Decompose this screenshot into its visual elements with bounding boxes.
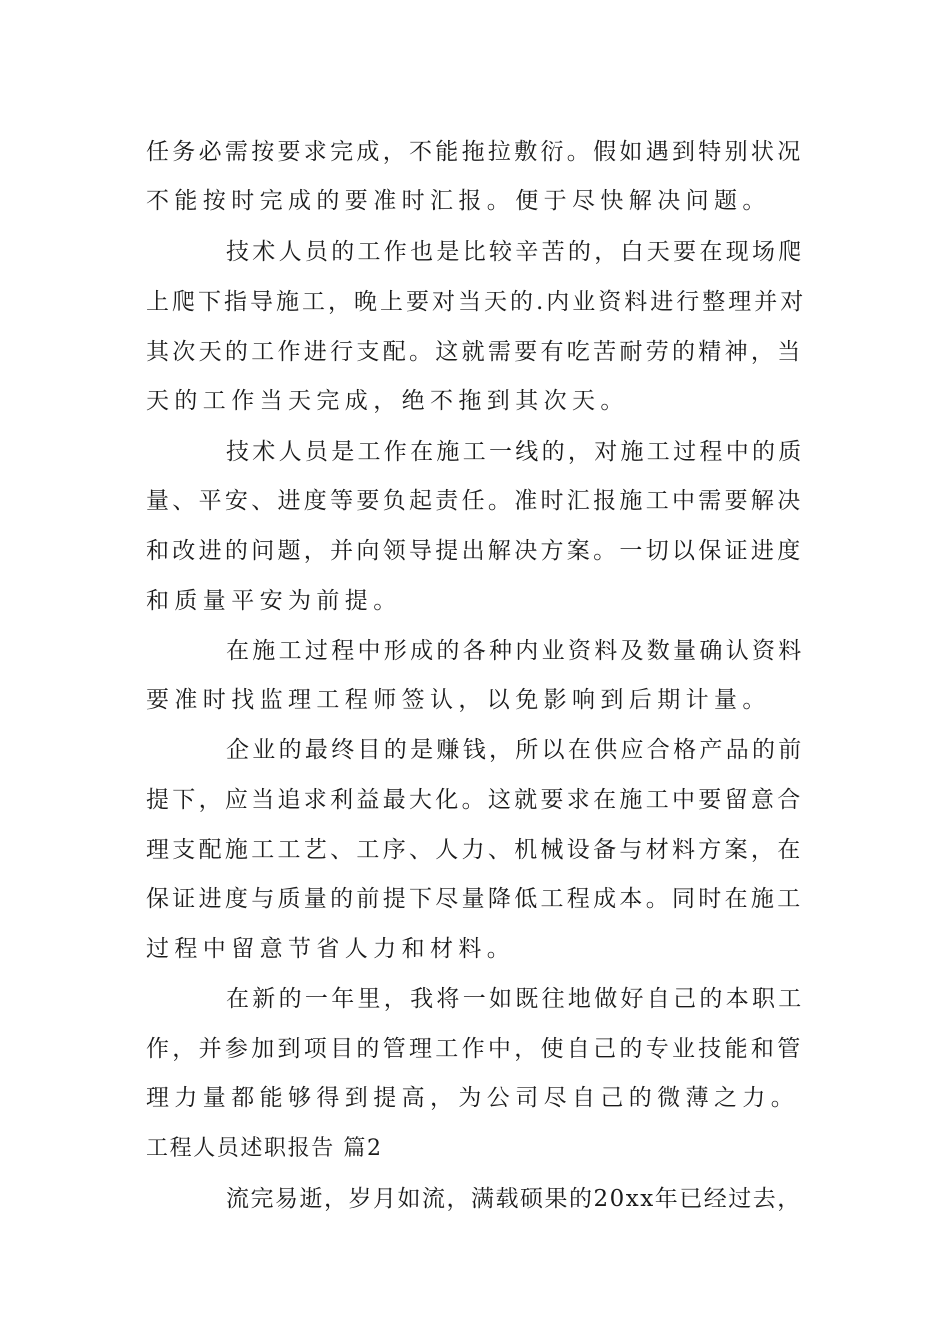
paragraph-line: 量、平安、进度等要负起责任。准时汇报施工中需要解决	[146, 488, 804, 514]
paragraph-line: 企业的最终目的是赚钱，所以在供应合格产品的前	[226, 737, 805, 763]
paragraph-line: 要准时找监理工程师签认，以免影响到后期计量。	[146, 687, 771, 713]
paragraph-line: 作，并参加到项目的管理工作中，使自己的专业技能和管	[146, 1036, 804, 1062]
paragraph-line: 任务必需按要求完成，不能拖拉敷衍。假如遇到特别状况	[146, 139, 804, 165]
section-heading: 工程人员述职报告 篇2	[146, 1136, 383, 1161]
paragraph-line: 在施工过程中形成的各种内业资料及数量确认资料	[226, 638, 805, 664]
paragraph-line: 和质量平安为前提。	[146, 588, 402, 614]
paragraph-line: 过程中留意节省人力和材料。	[146, 936, 516, 962]
paragraph-line: 技术人员是工作在施工一线的，对施工过程中的质	[226, 439, 805, 465]
paragraph-line: 流完易逝，岁月如流，满载硕果的20xx年已经过去，	[226, 1186, 802, 1212]
paragraph-line: 技术人员的工作也是比较辛苦的，白天要在现场爬	[226, 239, 805, 265]
paragraph-line: 理力量都能够得到提高，为公司尽自己的微薄之力。	[146, 1085, 800, 1111]
paragraph-line: 和改进的问题，并向领导提出解决方案。一切以保证进度	[146, 538, 804, 564]
paragraph-line: 不能按时完成的要准时汇报。便于尽快解决问题。	[146, 188, 771, 214]
paragraph-line: 提下，应当追求利益最大化。这就要求在施工中要留意合	[146, 787, 804, 813]
paragraph-line: 其次天的工作进行支配。这就需要有吃苦耐劳的精神，当	[146, 339, 804, 365]
paragraph-line: 天的工作当天完成，绝不拖到其次天。	[146, 388, 629, 414]
paragraph-line: 保证进度与质量的前提下尽量降低工程成本。同时在施工	[146, 886, 804, 912]
paragraph-line: 理支配施工工艺、工序、人力、机械设备与材料方案，在	[146, 837, 804, 863]
paragraph-line: 上爬下指导施工，晚上要对当天的.内业资料进行整理并对	[146, 289, 807, 315]
paragraph-line: 在新的一年里，我将一如既往地做好自己的本职工	[226, 986, 805, 1012]
